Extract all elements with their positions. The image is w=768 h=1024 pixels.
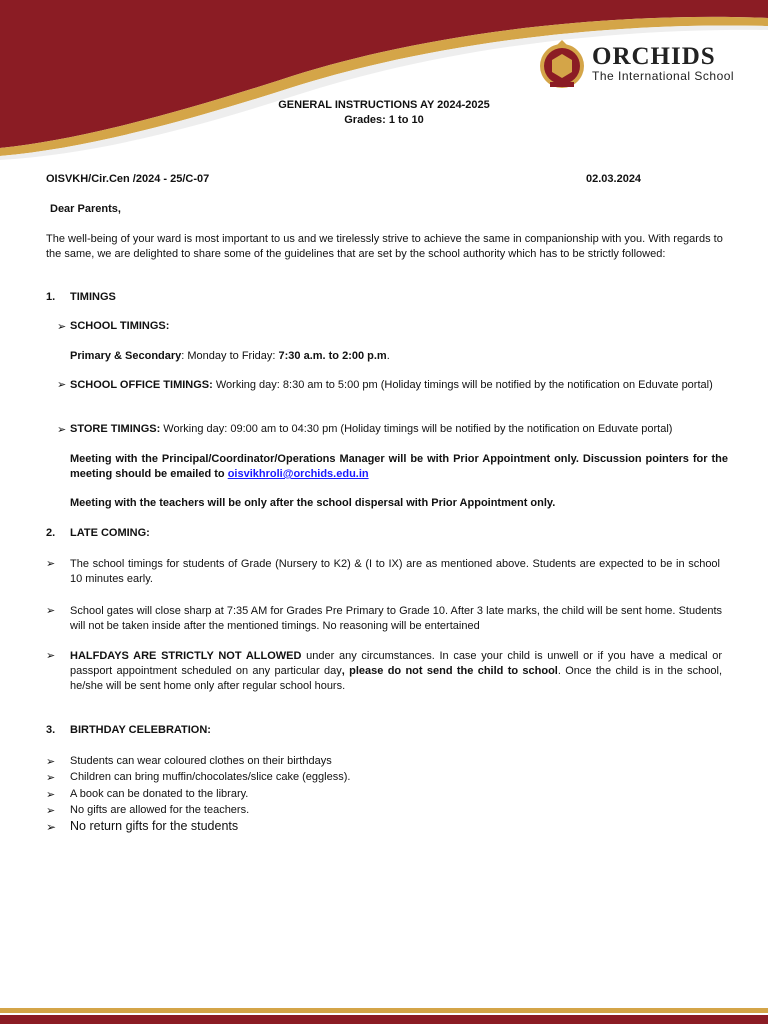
- arrow-bullet-icon: ➢: [46, 772, 56, 784]
- school-timings-label: SCHOOL TIMINGS:: [70, 320, 170, 332]
- arrow-bullet-icon: ➢: [46, 820, 57, 834]
- late-item-1: The school timings for students of Grade (Nursery to K2) & (I to IX) are as mentioned above. Students are expected to be in school 10 minutes early.: [70, 558, 720, 585]
- principal-meeting-note: [70, 452, 728, 482]
- halfday-bold2: , please do not send the child to school: [341, 665, 558, 677]
- birthday-item: A book can be donated to the library.: [70, 788, 249, 800]
- halfday-end: . Once the child is in the school, he/she will be sent home only after regular school hours.: [70, 665, 723, 692]
- section3-title: BIRTHDAY CELEBRATION:: [70, 724, 211, 736]
- primary-end: .: [386, 350, 390, 362]
- reference-number: OISVKH/Cir.Cen /2024 - 25/C-07: [46, 173, 210, 185]
- salutation: Dear Parents,: [50, 203, 121, 215]
- store-label: STORE TIMINGS:: [70, 423, 161, 435]
- teacher-meeting-note: Meeting with the teachers will be only after the school dispersal with Prior Appointment only.: [70, 497, 556, 509]
- late-item-2: School gates will close sharp at 7:35 AM for Grades Pre Primary to Grade 10. After 3 late marks, the child will be sent home. Students will not be taken inside after the mentioned timings. No reasoning will be entertained: [70, 605, 722, 632]
- birthday-item: Children can bring muffin/chocolates/slice cake (eggless).: [70, 771, 351, 783]
- office-timings: [70, 378, 730, 393]
- logo-name: ORCHIDS: [592, 43, 716, 70]
- primary-secondary-timing: [70, 350, 390, 362]
- document-title: GENERAL INSTRUCTIONS AY 2024-2025: [278, 99, 490, 111]
- circular-date: 02.03.2024: [586, 173, 642, 185]
- section1-title: TIMINGS: [70, 291, 116, 303]
- grades-line: Grades: 1 to 10: [344, 114, 424, 126]
- arrow-bullet-icon: ➢: [57, 321, 67, 333]
- arrow-bullet-icon: ➢: [46, 650, 56, 662]
- halfday-text: under any circumstances. In case your child is unwell or if you have a medical or passport appointment scheduled on any particular day: [70, 650, 722, 677]
- late-item-3: [70, 649, 722, 694]
- arrow-bullet-icon: ➢: [46, 605, 56, 617]
- arrow-bullet-icon: ➢: [46, 805, 56, 817]
- footer-band: [0, 1004, 768, 1024]
- arrow-bullet-icon: ➢: [46, 756, 56, 768]
- primary-time: 7:30 a.m. to 2:00 p.m: [278, 350, 387, 362]
- section3-number: 3.: [46, 724, 56, 736]
- arrow-bullet-icon: ➢: [46, 789, 56, 801]
- primary-label: Primary & Secondary: [70, 350, 182, 362]
- halfday-bold: HALFDAYS ARE STRICTLY NOT ALLOWED: [70, 650, 302, 662]
- section1-number: 1.: [46, 291, 56, 303]
- office-label: SCHOOL OFFICE TIMINGS:: [70, 379, 213, 391]
- birthday-item: Students can wear coloured clothes on their birthdays: [70, 755, 332, 767]
- email-link[interactable]: oisvikhroli@orchids.edu.in: [227, 468, 369, 480]
- arrow-bullet-icon: ➢: [57, 424, 67, 436]
- store-timings: [70, 423, 730, 435]
- section2-number: 2.: [46, 527, 56, 539]
- arrow-bullet-icon: ➢: [57, 379, 67, 391]
- arrow-bullet-icon: ➢: [46, 558, 56, 570]
- principal-meeting-text: Meeting with the Principal/Coordinator/Operations Manager will be with Prior Appointment only. Discussion pointers for the meeting should be emailed to: [70, 453, 728, 480]
- store-text: Working day: 09:00 am to 04:30 pm (Holiday timings will be notified by the notification on Eduvate portal): [160, 423, 673, 435]
- birthday-item: No gifts are allowed for the teachers.: [70, 804, 250, 816]
- primary-days: : Monday to Friday:: [181, 350, 279, 362]
- office-text: Working day: 8:30 am to 5:00 pm (Holiday timings will be notified by the notification on Eduvate portal): [212, 379, 713, 391]
- section2-title: LATE COMING:: [70, 527, 150, 539]
- school-crest-icon: [536, 38, 588, 90]
- birthday-item: No return gifts for the students: [70, 819, 239, 833]
- logo-subtitle: The International School: [592, 69, 735, 83]
- school-logo: [536, 38, 746, 90]
- intro-paragraph: The well-being of your ward is most important to us and we tirelessly strive to achieve the same in companionship with you. With regards to the same, we are delighted to share some of the guidelines that are set by the school authority which has to be strictly followed:: [46, 233, 723, 260]
